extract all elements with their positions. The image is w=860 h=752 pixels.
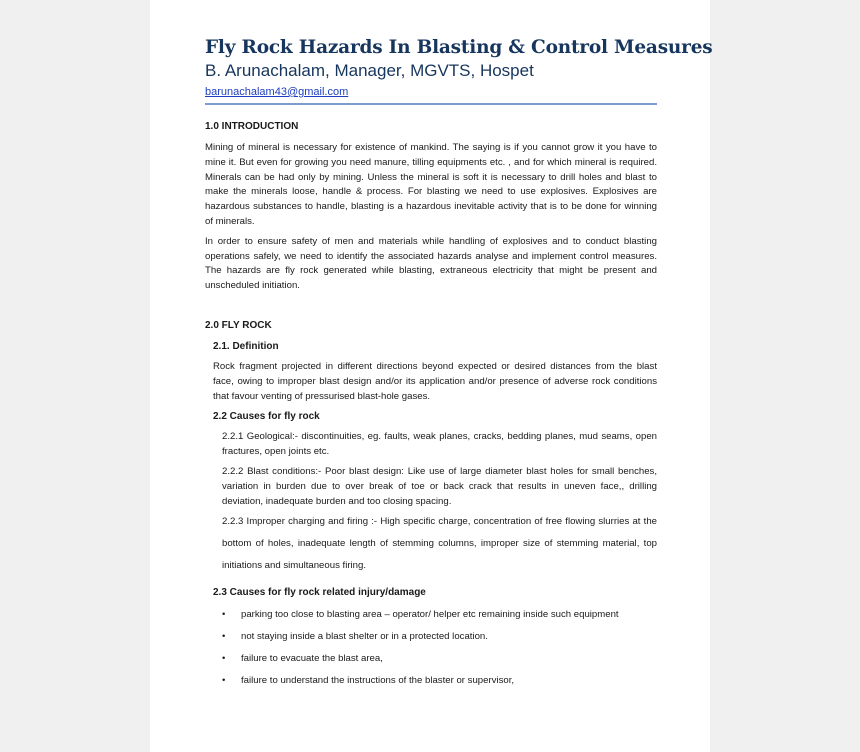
bullet-icon: • (222, 609, 226, 621)
subheading-definition: 2.1. Definition (213, 340, 279, 352)
cause-charging-firing: 2.2.3 Improper charging and firing :- High specific charge, concentration of free flowing slurries at the bottom of holes, inadequate length of stemming columns, improper size of stemming material, top initiations and simultaneous firing. (222, 516, 657, 572)
cause-geological: 2.2.1 Geological:- discontinuities, eg. faults, weak planes, cracks, bedding planes, mud seams, open fractures, open joints etc. (222, 431, 657, 458)
section-heading-introduction: 1.0 INTRODUCTION (205, 121, 299, 132)
intro-paragraph-2: In order to ensure safety of men and materials while handling of explosives and to conduct blasting operations safely, we need to identify the associated hazards analyse and implement control measures. The hazards are fly rock generated while blasting, extraneous electricity that might be present and unscheduled initiation. (205, 235, 657, 292)
injury-causes-list (205, 604, 657, 692)
subheading-causes: 2.2 Causes for fly rock (213, 411, 320, 423)
author-email-link[interactable]: barunachalam43@gmail.com (205, 86, 349, 98)
bullet-icon: • (222, 675, 226, 687)
document-page (150, 0, 713, 752)
list-item: • failure to understand the instructions of the blaster or supervisor, (205, 670, 657, 692)
document-content (205, 36, 713, 692)
list-item: • parking too close to blasting area – operator/ helper etc remaining inside such equipment (205, 604, 657, 626)
document-author: B. Arunachalam, Manager, MGVTS, Hospet (205, 61, 534, 80)
cause-blast-conditions: 2.2.2 Blast conditions:- Poor blast design: Like use of large diameter blast holes for small benches, variation in burden due to over break of toe or back crack that results in uneven face,, drilling deviation, inadequate burden and too closing spacing. (222, 465, 657, 507)
definition-paragraph: Rock fragment projected in different directions beyond expected or desired distances from the blast face, owing to improper blast design and/or its application and/or presence of adverse rock conditions that favour venting of pressurised blast-hole gases. (213, 360, 657, 402)
bullet-icon: • (222, 631, 226, 643)
document-title: Fly Rock Hazards In Blasting & Control Measures (205, 37, 713, 58)
list-item: • failure to evacuate the blast area, (205, 648, 657, 670)
section-heading-fly-rock: 2.0 FLY ROCK (205, 319, 272, 331)
bullet-icon: • (222, 653, 226, 665)
subheading-injury-causes: 2.3 Causes for fly rock related injury/damage (213, 587, 426, 599)
intro-paragraph-1: Mining of mineral is necessary for existence of mankind. The saying is if you cannot grow it you have to mine it. But even for growing you need manure, tilling equipments etc. , and for which mineral is required. Minerals can be had only by mining. Unless the mineral is soft it is necessary to drill holes and blast to make the minerals loose, handle & process. For blasting we need to use explosives. Explosives are hazardous substances to handle, blasting is a hazardous inevitable activity that is to be done for winning of minerals. (205, 142, 657, 227)
list-item: • not staying inside a blast shelter or in a protected location. (205, 626, 657, 648)
